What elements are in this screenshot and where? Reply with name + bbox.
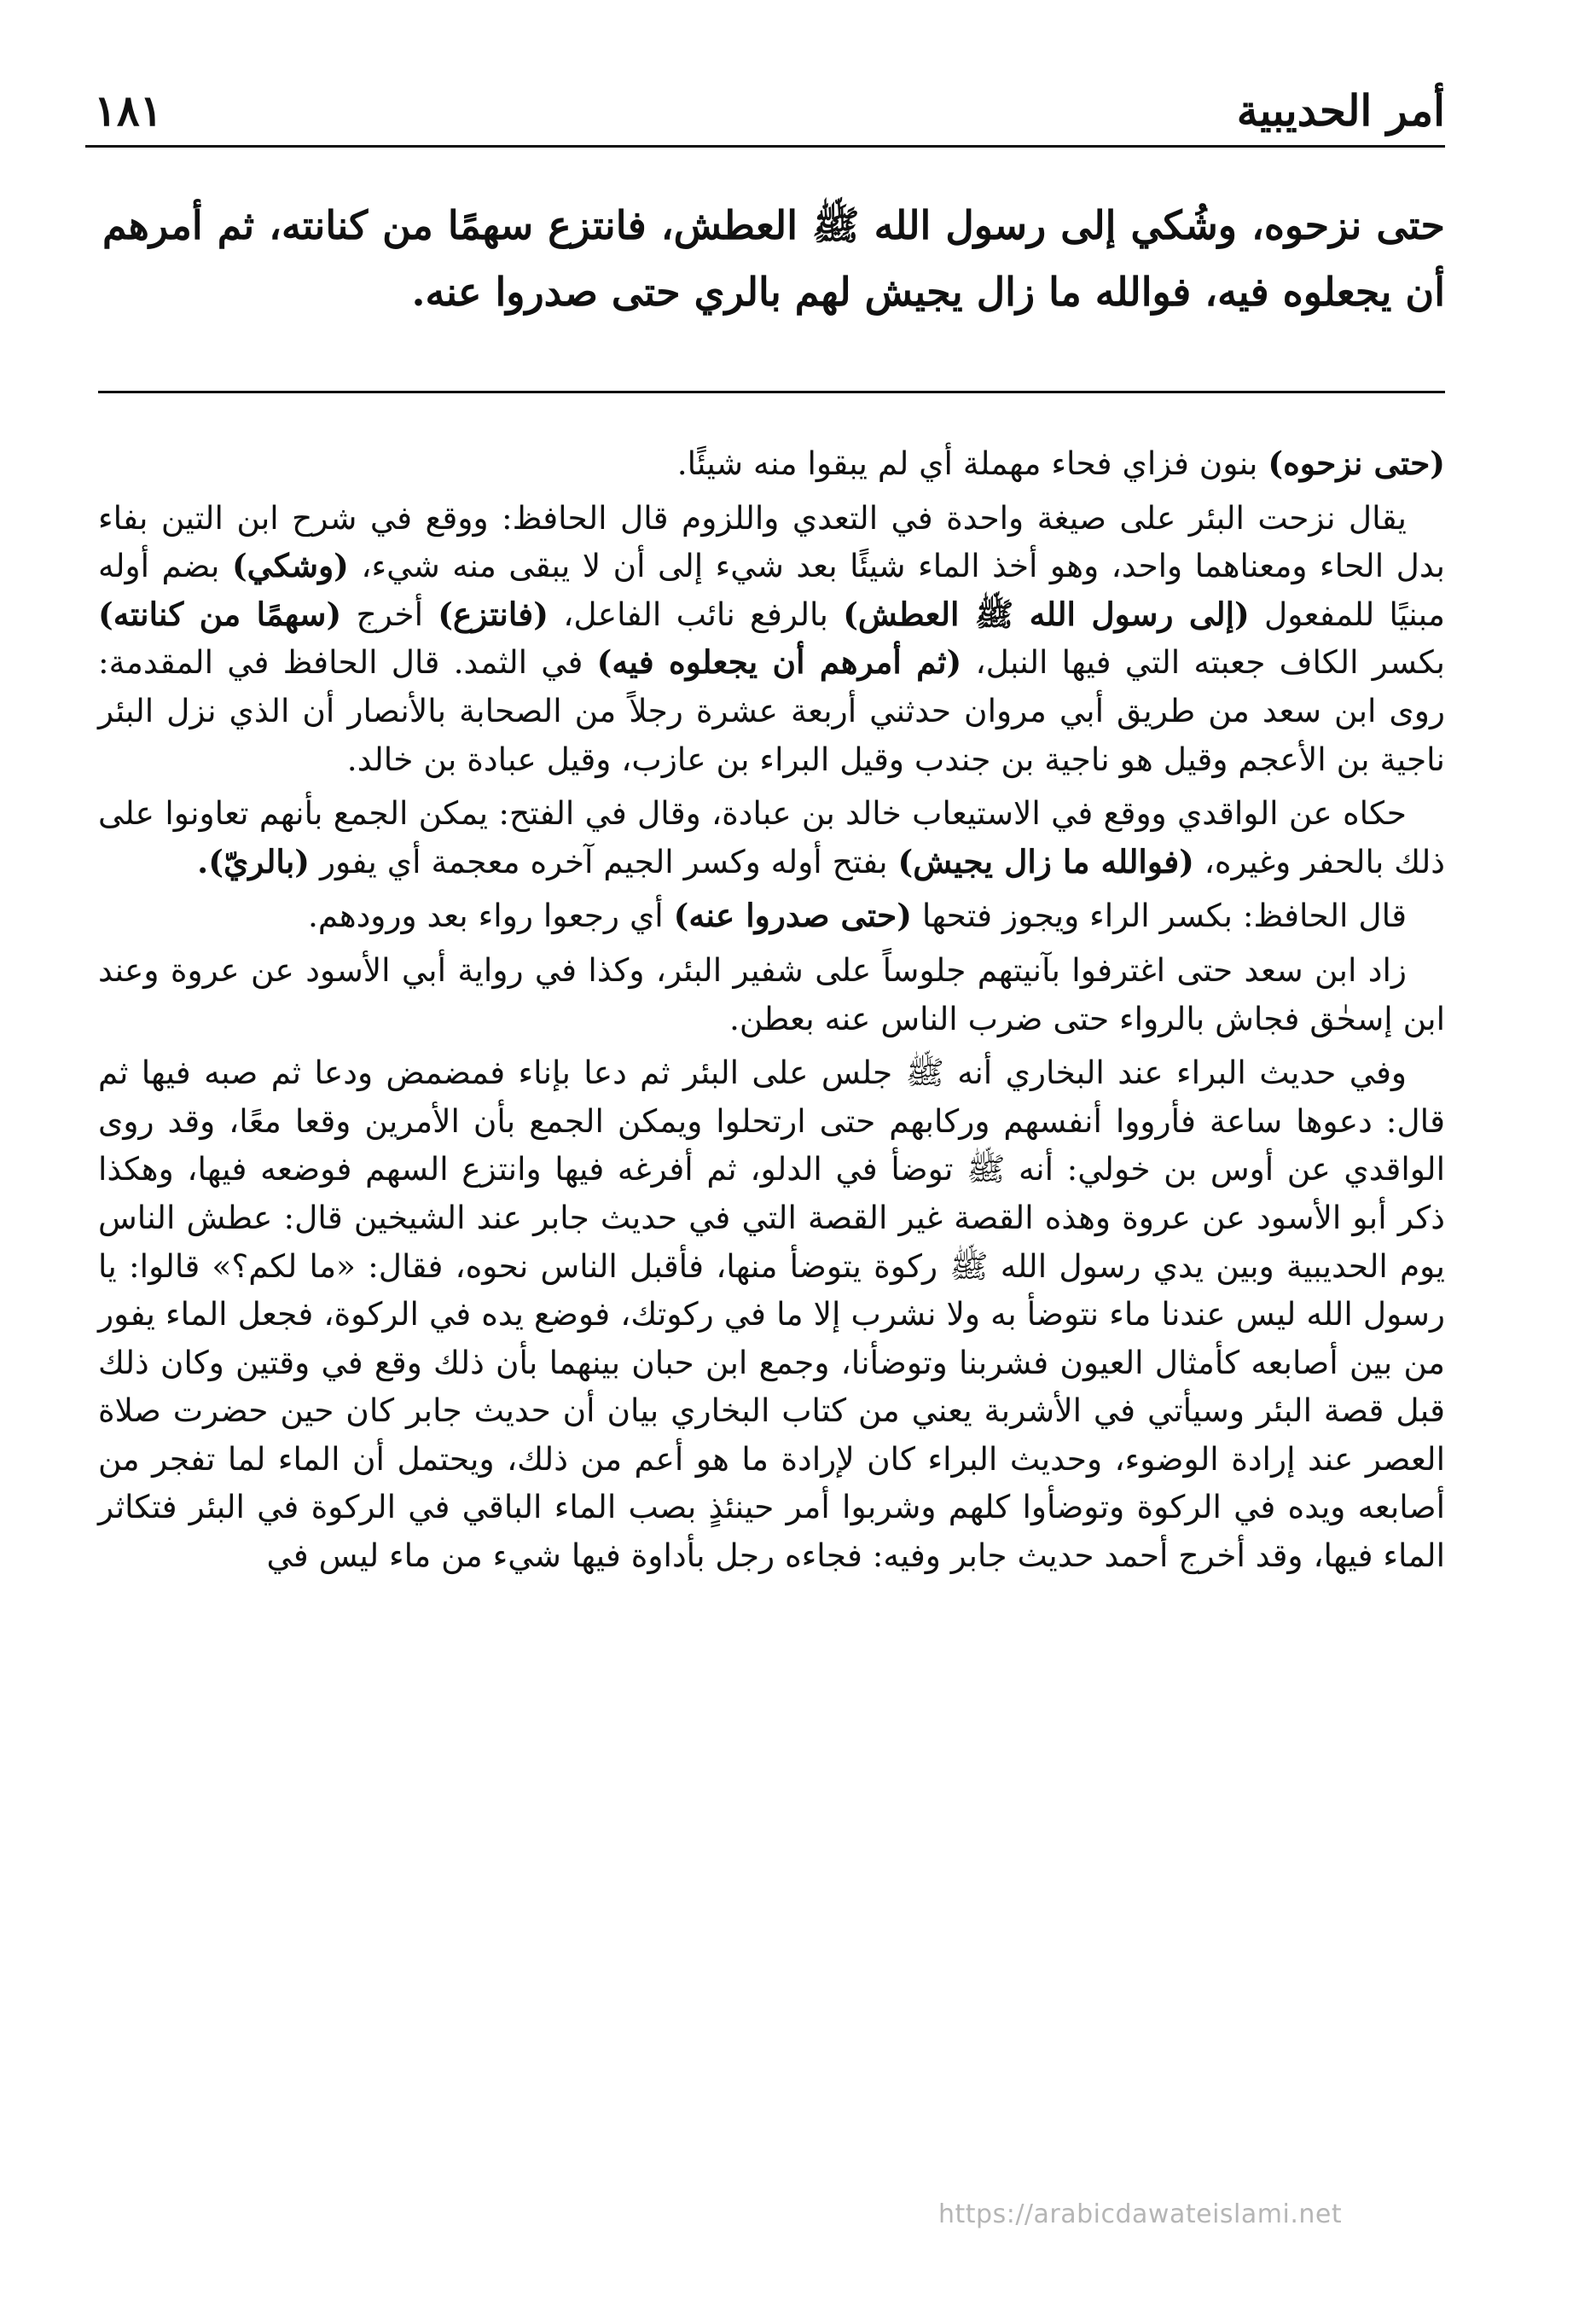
commentary-text: أي رجعوا رواء بعد ورودهم. (307, 897, 674, 935)
header-rule (85, 145, 1445, 148)
page-number: ١٨١ (94, 85, 163, 136)
quoted-lemma: (فانتزع) (438, 595, 549, 633)
commentary-paragraph (98, 439, 1445, 488)
watermark-url: https://arabicdawateislami.net (938, 2199, 1343, 2229)
quoted-lemma: (حتى نزحوه) (1268, 444, 1445, 482)
quoted-lemma: (حتى صدروا عنه) (673, 897, 912, 935)
running-title: أمر الحديبية (1236, 85, 1445, 136)
commentary-paragraph (98, 789, 1445, 886)
commentary-text: بضم أوله مبنيًا للمفعول (98, 547, 1445, 633)
quoted-lemma: (ثم أمرهم أن يجعلوه فيه) (596, 643, 962, 682)
commentary (98, 439, 1445, 1586)
commentary-text: حكاه عن الواقدي ووقع في الاستيعاب خالد بن عبادة، وقال في الفتح: يمكن الجمع بأنهم تعاونوا على ذلك بالحفر وغيره، (98, 794, 1445, 880)
commentary-text: في الثمد. قال الحافظ في المقدمة: روى ابن سعد من طريق أبي مروان حدثني أربعة عشرة رجلاً من الصحابة بالأنصار أن الذي نزل البئر ناجية بن الأعجم وقيل هو ناجية بن جندب وقيل البراء بن عازب، وقيل عبادة بن خالد. (98, 643, 1445, 778)
quoted-lemma: (بالريّ). (197, 842, 311, 880)
quoted-lemma: (سهمًا من كنانته) (98, 595, 342, 633)
quoted-lemma: (فوالله ما زال يجيش) (897, 842, 1194, 880)
page-header (85, 81, 1445, 141)
hadith-text: حتى نزحوه، وشُكي إلى رسول الله ﷺ العطش، فانتزع سهمًا من كنانته، ثم أمرهم أن يجعلوه فيه، فوالله ما زال يجيش لهم بالري حتى صدروا عنه. (102, 202, 1445, 315)
commentary-text: أخرج (341, 595, 438, 633)
commentary-text: بكسر الكاف جعبته التي فيها النبل، (961, 643, 1445, 682)
quoted-lemma: (وشكي) (231, 547, 349, 585)
commentary-text: قال الحافظ: بكسر الراء ويجوز فتحها (911, 897, 1407, 935)
commentary-paragraph (98, 1049, 1445, 1580)
commentary-text: زاد ابن سعد حتى اغترفوا بآنيتهم جلوساً على شفير البئر، وكذا في رواية أبي الأسود عن عروة وعند ابن إسحٰق فجاش بالرواء حتى ضرب الناس عنه بعطن. (98, 950, 1445, 1037)
commentary-text: وفي حديث البراء عند البخاري أنه ﷺ جلس على البئر ثم دعا بإناء فمضمض ودعا ثم صبه فيها ثم قال: دعوها ساعة فأرووا أنفسهم وركابهم حتى ارتحلوا ويمكن الجمع بأن الأمرين وقعا معًا، وقد روى الواقدي عن أوس بن خولي: أنه ﷺ توضأ في الدلو، ثم أفرغه فيها وانتزع السهم فوضعه فيها، وهكذا ذكر أبو الأسود عن عروة وهذه القصة غير القصة التي في حديث جابر عند الشيخين قال: عطش الناس يوم الحديبية وبين يدي رسول الله ﷺ ركوة يتوضأ منها، فأقبل الناس نحوه، فقال: «ما لكم؟» قالوا: يا رسول الله ليس عندنا ماء نتوضأ به ولا نشرب إلا ما في ركوتك، فوضع يده في الركوة، فجعل الماء يفور من بين أصابعه كأمثال العيون فشربنا وتوضأنا، وجمع ابن حبان بينهما بأن ذلك وقع في وقتين وكان ذلك قبل قصة البئر وسيأتي في الأشربة يعني من كتاب البخاري بيان أن حديث جابر كان حين حضرت صلاة العصر عند إرادة الوضوء، وحديث البراء كان لإرادة ما هو أعم من ذلك، ويحتمل أن الماء لما تفجر من أصابعه ويده في الركوة وتوضأوا كلهم وشربوا أمر حينئذٍ بصب الماء الباقي في الركوة في البئر فتكاثر الماء فيها، وقد أخرج أحمد حديث جابر وفيه: فجاءه رجل بأداوة فيها شيء من ماء ليس في (98, 1054, 1445, 1575)
commentary-paragraph (98, 946, 1445, 1043)
separator-rule (98, 391, 1445, 393)
quoted-lemma: (إلى رسول الله ﷺ العطش) (843, 595, 1250, 633)
commentary-text: بنون فزاي فحاء مهملة أي لم يبقوا منه شيئًا. (676, 444, 1268, 482)
commentary-paragraph (98, 892, 1445, 940)
commentary-text: بفتح أوله وكسر الجيم آخره معجمة أي يفور (310, 842, 898, 880)
commentary-text: بالرفع نائب الفاعل، (548, 595, 844, 633)
commentary-paragraph (98, 494, 1445, 784)
commentary-text: يقال نزحت البئر على صيغة واحدة في التعدي واللزوم قال الحافظ: ووقع في شرح ابن التين بفاء بدل الحاء ومعناهما واحد، وهو أخذ الماء شيئًا بعد شيء إلى أن لا يبقى منه شيء، (98, 498, 1445, 585)
